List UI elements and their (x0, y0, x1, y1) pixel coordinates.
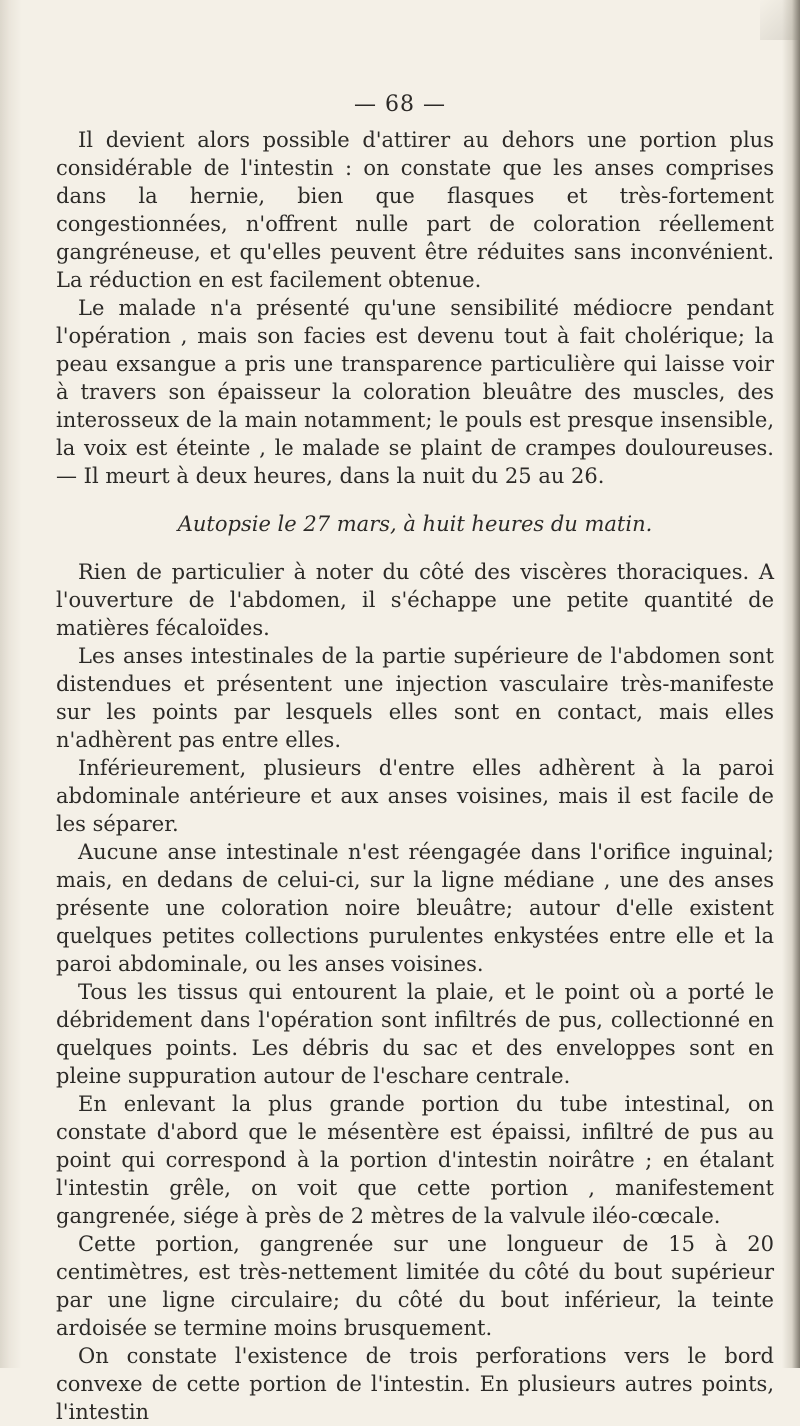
paragraph-1: Il devient alors possible d'attirer au dehors une portion plus considérable de l'intestin : on constate que les anses comprises dans la hernie, bien que flasques et très-fortement congestionnées, n'offrent nulle part de coloration réellement gangréneuse, et qu'elles peuvent être réduites sans inconvénient. La réduction en est facilement obtenue. (56, 128, 774, 292)
paragraph-3: Rien de particulier à noter du côté des viscères thoraciques. A l'ouverture de l'abdomen, il s'échappe une petite quantité de matières fécaloïdes. (56, 560, 774, 640)
page-number: — 68 — (354, 92, 446, 117)
heading-spacer-top (56, 490, 774, 494)
paragraph-4: Les anses intestinales de la partie supérieure de l'abdomen sont distendues et présentent une injection vasculaire très-manifeste sur les points par lesquels elles sont en contact, mais elles n'adhèrent pas entre elles. (56, 644, 774, 752)
document-body (56, 126, 774, 1426)
paragraph-8: En enlevant la plus grande portion du tube intestinal, on constate d'abord que le mésentère est épaissi, infiltré de pus au point qui correspond à la portion d'intestin noirâtre ; en étalant l'intestin grêle, on voit que cette portion , manifestement gangrenée, siége à près de 2 mètres de la valvule iléo-cœcale. (56, 1092, 774, 1228)
page-corner-shade (760, 0, 800, 40)
page-right-shadow (782, 0, 800, 1368)
paragraph-7: Tous les tissus qui entourent la plaie, et le point où a porté le débridement dans l'opération sont infiltrés de pus, collectionné en quelques points. Les débris du sac et des enveloppes sont en pleine suppuration autour de l'eschare centrale. (56, 980, 774, 1088)
paragraph-9: Cette portion, gangrenée sur une longueur de 15 à 20 centimètres, est très-nettement limitée du côté du bout supérieur par une ligne circulaire; du côté du bout inférieur, la teinte ardoisée se termine moins brusquement. (56, 1232, 774, 1340)
paragraph-5: Inférieurement, plusieurs d'entre elles adhèrent à la paroi abdominale antérieure et aux anses voisines, mais il est facile de les séparer. (56, 756, 774, 836)
page-left-shadow (0, 0, 22, 1368)
paragraph-2: Le malade n'a présenté qu'une sensibilité médiocre pendant l'opération , mais son facies est devenu tout à fait cholérique; la peau exsangue a pris une transparence particulière qui laisse voir à travers son épaisseur la coloration bleuâtre des muscles, des interosseux de la main notamment; le pouls est presque insensible, la voix est éteinte , le malade se plaint de crampes douloureuses. — Il meurt à deux heures, dans la nuit du 25 au 26. (56, 296, 774, 488)
autopsy-heading: Autopsie le 27 mars, à huit heures du matin. (177, 512, 653, 536)
paragraph-10: On constate l'existence de trois perforations vers le bord convexe de cette portion de l'intestin. En plusieurs autres points, l'intestin (56, 1344, 774, 1424)
paragraph-6: Aucune anse intestinale n'est réengagée dans l'orifice inguinal; mais, en dedans de celui-ci, sur la ligne médiane , une des anses présente une coloration noire bleuâtre; autour d'elle existent quelques petites collections purulentes enkystées entre elle et la paroi abdominale, ou les anses voisines. (56, 840, 774, 976)
